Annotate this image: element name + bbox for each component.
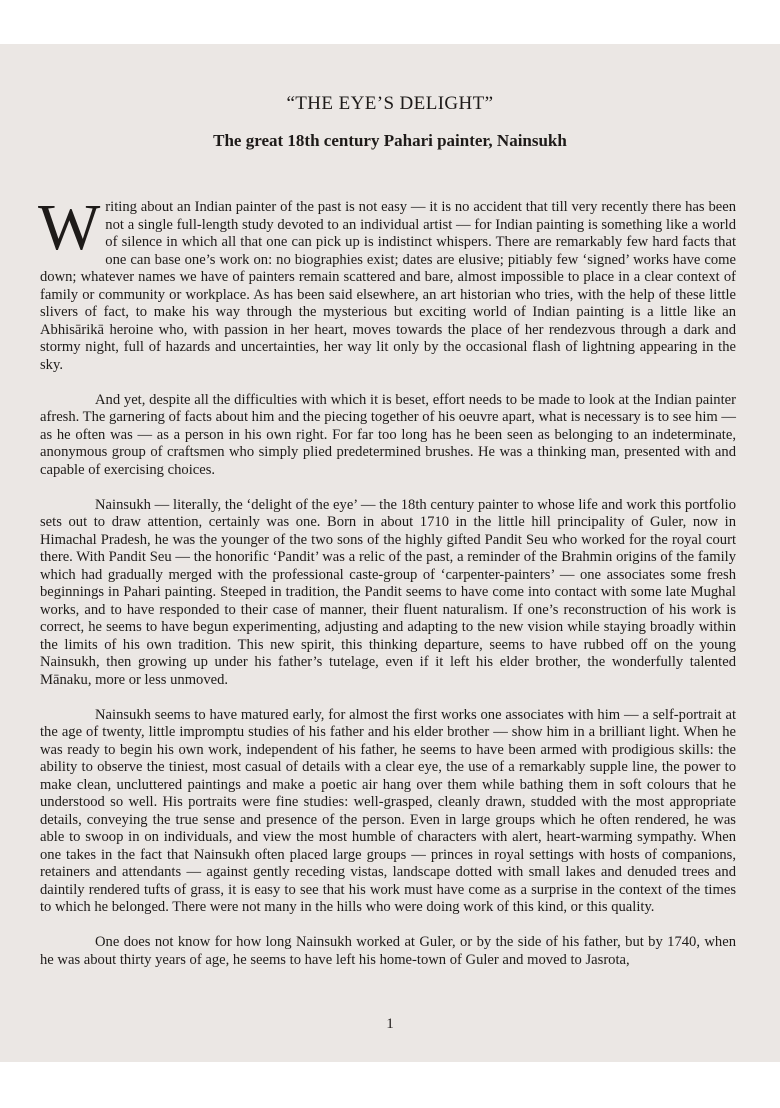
- paragraph-2: And yet, despite all the difficulties with which it is beset, effort needs to be made to look at the Indian painter afresh. The garnering of facts about him and the piecing together of his oeuvre apart, what is necessary is to see him — as he often was — as a person in his own right. For far too long has he been seen as belonging to an indeterminate, anonymous group of craftsmen who simply plied predetermined brushes. He was a thinking man, presented with and capable of exercising choices.: [40, 391, 736, 478]
- paragraph-1: [38, 191, 736, 374]
- paragraph-3: Nainsukh — literally, the ‘delight of the eye’ — the 18th century painter to whose life and work this portfolio sets out to draw attention, certainly was one. Born in about 1710 in the little hill principality of Guler, now in Himachal Pradesh, he was the younger of the two sons of the highly gifted Pandit Seu who worked for the royal court there. With Pandit Seu — the honorific ‘Pandit’ was a relic of the past, a reminder of the Brahmin origins of the family which had gradually merged with the professional caste-group of ‘carpenter-painters’ — one associates some fresh beginnings in Pahari painting. Steeped in tradition, the Pandit seems to have come into contact with some late Mughal works, and to have responded to their case of manner, their fluent naturalism. If one’s reconstruction of his work is correct, he seems to have begun experimenting, adjusting and adapting to the new vision while staying broadly within the limits of his own tradition. This new spirit, this thinking departure, seems to have rubbed off on the young Nainsukh, then growing up under his father’s tutelage, even if it left his elder brother, the wonderfully talented Mānaku, more or less unmoved.: [40, 496, 736, 688]
- paragraph-1-text: riting about an Indian painter of the past is not easy — it is no accident that till very recently there has been not a single full-length study devoted to an individual artist — for Indian painting is something like a world of silence in which all that one can pick up is indistinct whispers. There are remarkably few hard facts that one can base one’s work on: no biographies exist; dates are elusive; pitiably few ‘signed’ works have come down; whatever names we have of painters remain scattered and bare, almost impossible to place in a clear context of family or community or workplace. As has been said elsewhere, an art historian who tries, with the help of these little slivers of fact, to make his way through the mysterious but exciting world of Indian painting is a little like an Abhisārikā heroine who, with passion in her heart, moves towards the place of her rendezvous through a dark and stormy night, full of hazards and uncertainties, her way lit only by the occasional flash of lightning appearing in the sky.: [40, 199, 736, 373]
- document-page: [0, 44, 780, 1062]
- paragraph-4: Nainsukh seems to have matured early, for almost the first works one associates with him — a self-portrait at the age of twenty, little impromptu studies of his father and his elder brother — show him in a brilliant light. When he was ready to begin his own work, independent of his father, he seems to have been armed with prodigious skills: the ability to observe the tiniest, most casual of details with a clear eye, the use of a remarkably supple line, the power to make clean, uncluttered paintings and make a poetic air hang over them while bathing them in soft colours that he understood so well. His portraits were fine studies: well-grasped, cleanly drawn, studded with the most appropriate details, conveying the true sense and presence of the person. Even in large groups which he often rendered, he was able to swoop in on individuals, and view the most humble of characters with alert, heart-warming sympathy. When one takes in the fact that Nainsukh often placed large groups — princes in royal settings with hosts of companions, retainers and attendants — against gently receding vistas, landscape dotted with small lakes and denuded trees and daintily rendered tufts of grass, it is easy to see that his work must have come as a surprise in the context of the times to which he belonged. There were not many in the hills who were doing work of this kind, or this quality.: [40, 706, 736, 915]
- article-body: [38, 191, 736, 987]
- drop-cap: W: [38, 191, 101, 264]
- page-number: 1: [386, 1016, 394, 1032]
- paragraph-5: One does not know for how long Nainsukh worked at Guler, or by the side of his father, but by 1740, when he was about thirty years of age, he seems to have left his home-town of Guler and moved to Jasrota,: [40, 934, 736, 968]
- page-subtitle: The great 18th century Pahari painter, Nainsukh: [213, 131, 567, 150]
- page-title: “THE EYE’S DELIGHT”: [286, 93, 494, 114]
